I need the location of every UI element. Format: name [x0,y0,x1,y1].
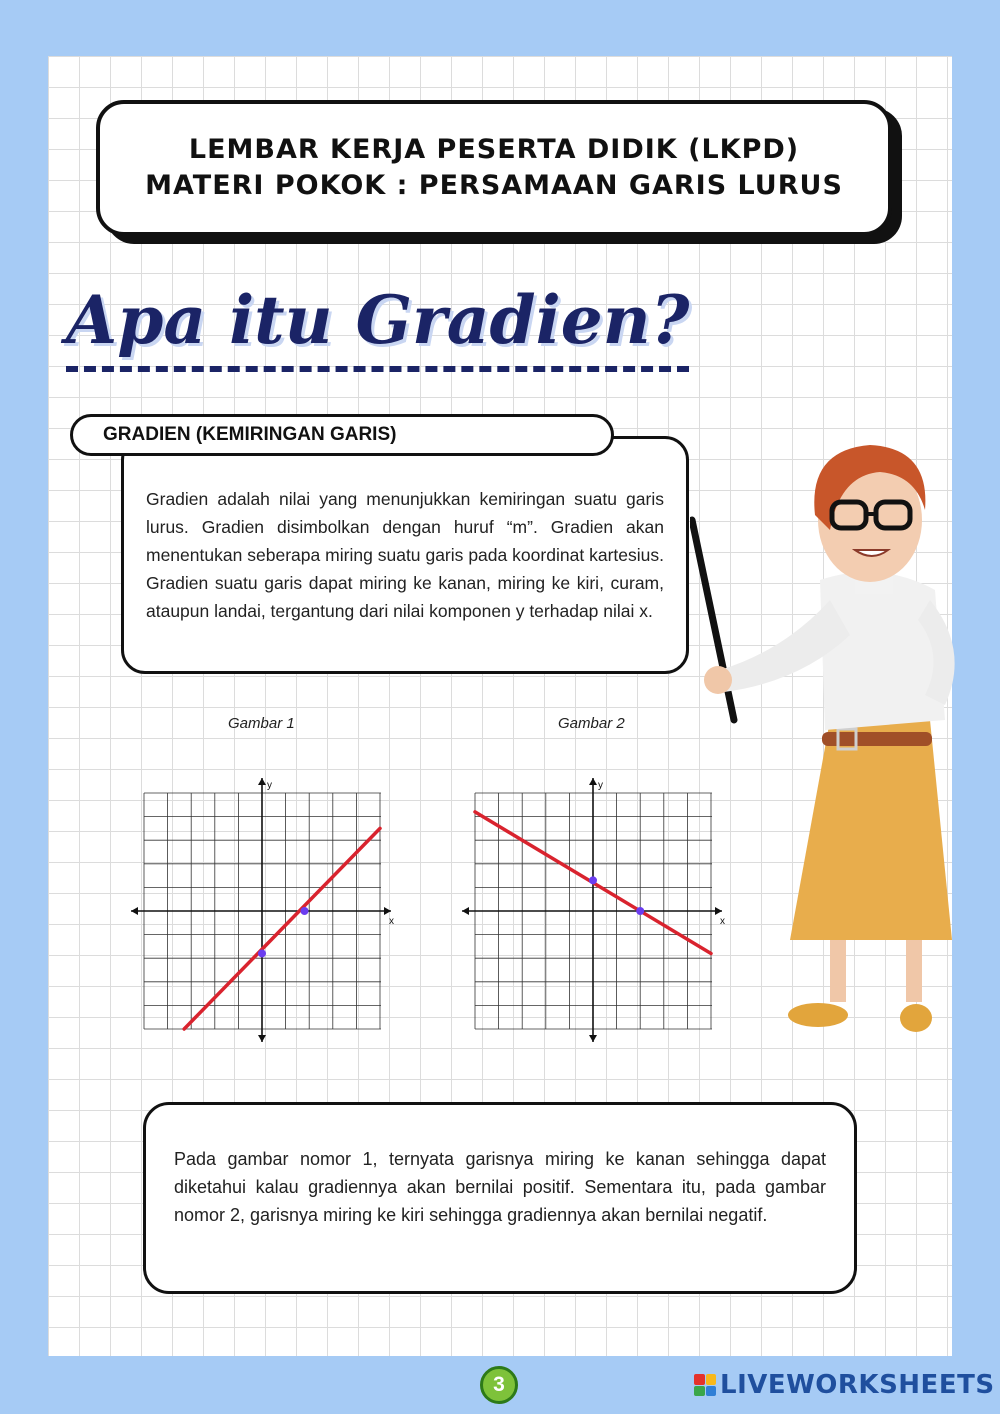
teacher-sweater [820,572,945,730]
x-axis-label: x [389,916,394,927]
teacher-shoe-right [900,1004,932,1032]
y-axis-arrow-down [258,1035,266,1042]
brand-logo[interactable] [694,1370,995,1400]
y-axis-arrow-up [258,778,266,785]
data-point [589,876,597,884]
definition-box [121,436,689,674]
liveworksheets-logo-icon [694,1374,716,1396]
page-heading: Apa itu Gradien? [66,276,689,372]
figure-2-caption: Gambar 2 [558,715,625,732]
teacher-illustration [690,420,965,1040]
teacher-hand [704,666,732,694]
teacher-shoe-left [788,1003,848,1027]
x-axis-arrow-left [131,907,138,915]
brand-name: LIVEWORKSHEETS [720,1370,995,1400]
title-box [96,100,892,236]
section-label: GRADIEN (KEMIRINGAN GARIS) [70,414,614,456]
page-number-badge [480,1366,518,1404]
data-point [258,949,266,957]
title-line-2: MATERI POKOK : PERSAMAAN GARIS LURUS [145,170,843,201]
teacher-skirt [790,720,952,940]
page-number: 3 [493,1373,505,1396]
y-axis-arrow-up [589,778,597,785]
series-line [184,828,380,1029]
x-axis-arrow-right [384,907,391,915]
summary-text: Pada gambar nomor 1, ternyata garisnya miring ke kanan sehingga dapat diketahui kalau gradiennya akan bernilai positif. Sementara itu, pada gambar nomor 2, garisnya miring ke kiri sehingga gradiennya akan bernilai negatif. [174,1149,826,1225]
y-axis-label: y [267,780,272,791]
summary-box [143,1102,857,1294]
title-line-1: LEMBAR KERJA PESERTA DIDIK (LKPD) [188,134,800,165]
x-axis-arrow-left [462,907,469,915]
figure-1-caption: Gambar 1 [228,715,295,732]
data-point [636,907,644,915]
x-axis-label: x [720,916,725,927]
definition-text: Gradien adalah nilai yang menunjukkan kemiringan suatu garis lurus. Gradien disimbolkan dengan huruf “m”. Gradien akan menentukan seberapa miring suatu garis pada koordinat kartesius. Gradien suatu garis dapat miring ke kanan, miring ke kiri, curam, ataupun landai, tergantung dari nilai komponen y terhadap nilai x. [146,489,664,621]
data-point [300,907,308,915]
y-axis-label: y [598,780,603,791]
figure-1-graph [127,772,399,1048]
y-axis-arrow-down [589,1035,597,1042]
